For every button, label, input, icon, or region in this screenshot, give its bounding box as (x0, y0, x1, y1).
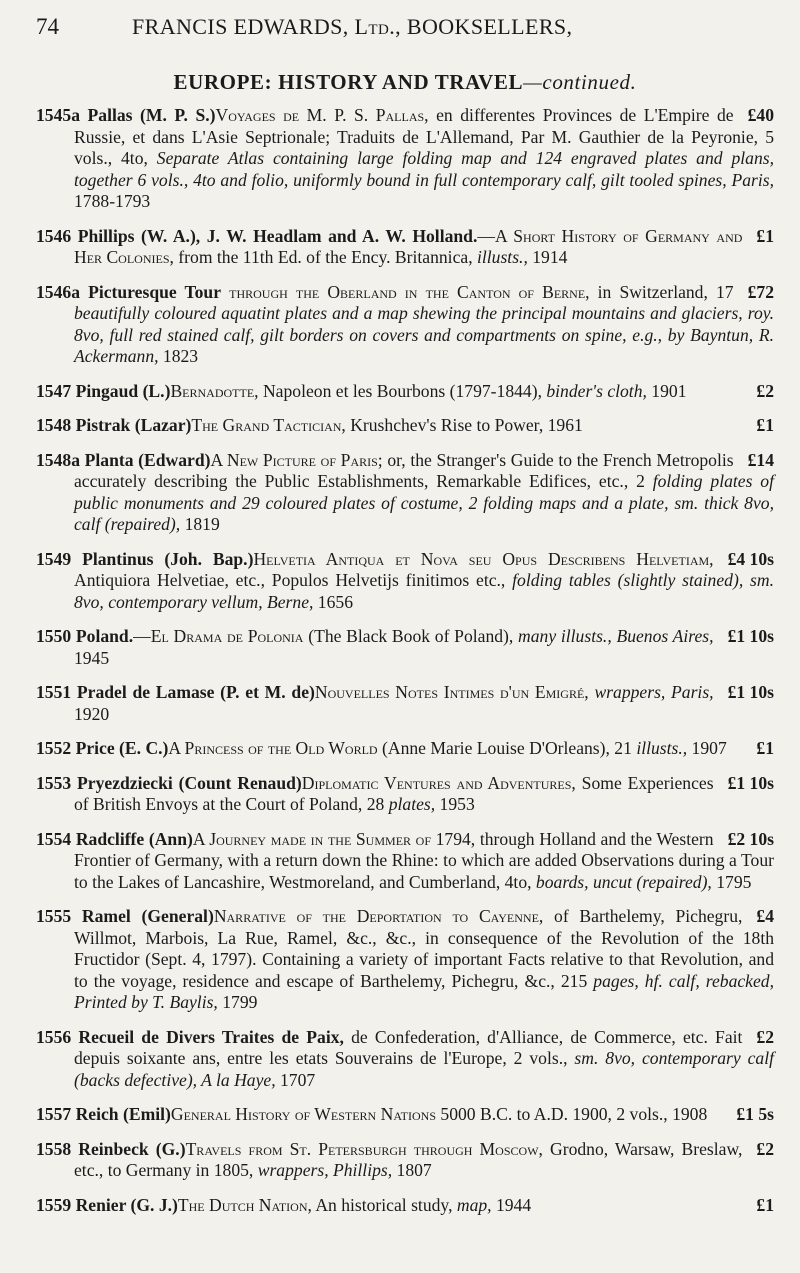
catalogue-entry (36, 105, 774, 213)
entry-author: Ramel (General) (81, 906, 214, 926)
entry-binding: Separate Atlas containing large folding map and 124 engraved plates and plans, together 6 vols., 4to and folio, uniformly bound in full contemporary calf, gilt tooled spines, Paris, (74, 148, 774, 190)
entry-date: 1901 (646, 380, 687, 401)
entry-number: 1548a (36, 449, 80, 470)
entry-binding: map, (456, 1194, 492, 1215)
entry-binding: sm. 8vo, contemporary calf (backs defective), A la Haye, (74, 1048, 774, 1090)
entry-price: £4 10s (727, 548, 774, 569)
entry-title: —A Short History of Germany and Her Colonies, (74, 225, 743, 267)
entry-binding: many illusts., Buenos Aires, (518, 626, 714, 646)
section-title-text: EUROPE: HISTORY AND TRAVEL (173, 70, 524, 94)
entry-title: Travels from St. Petersburgh through Moscow, (185, 1138, 543, 1159)
entry-number: 1545a (36, 105, 80, 125)
entry-description: Grodno, Warsaw, Breslaw, etc., to Germany in 1805, (74, 1138, 743, 1180)
page-number: 74 (36, 14, 59, 39)
entry-number: 1556 (36, 1026, 72, 1047)
entry-title: General History of Western Nations (170, 1104, 436, 1124)
entry-binding: folding plates of public monuments and 29 coloured plates of costume, 2 folding maps and a plate, sm. thick 8vo, calf (repaired), (74, 471, 774, 534)
entry-date: 1795 (711, 871, 752, 892)
entry-author: Reich (Emil) (75, 1104, 171, 1124)
catalogue-entry (36, 1104, 774, 1126)
entry-description: (Anne Marie Louise D'Orleans), 21 (377, 738, 637, 758)
entry-number: 1547 (36, 380, 72, 401)
entry-title: —El Drama de Polonia (133, 626, 304, 646)
entry-binding: wrappers, Phillips, (257, 1160, 393, 1180)
entry-title: through the Oberland in the Canton of Berne, (221, 281, 590, 302)
catalogue-entry (36, 773, 774, 816)
entry-date: 1914 (527, 247, 568, 267)
entry-title: Narrative of the Deportation to Cayenne, (213, 906, 544, 926)
entry-number: 1554 (36, 828, 72, 849)
entry-binding: plates, (388, 794, 436, 814)
entry-price: £1 10s (727, 772, 774, 793)
entry-description: Some Experiences of British Envoys at the Court of Poland, 28 (74, 772, 714, 814)
entry-title: Bernadotte, (170, 380, 259, 401)
entry-date: 1920 (74, 703, 110, 724)
entry-title: The Grand Tactician, (191, 415, 346, 435)
entry-title: A Journey made in the Summer of 1794, (192, 828, 476, 849)
catalogue-entry (36, 738, 774, 760)
entry-price: £2 (756, 1138, 774, 1159)
entry-author: Pingaud (L.) (75, 380, 171, 401)
entry-date: 1656 (313, 591, 353, 612)
entry-author: Poland. (75, 626, 134, 646)
entry-description: Napoleon et les Bourbons (1797-1844), (258, 380, 547, 401)
entry-description: of Barthelemy, Pichegru, Willmot, Marbois, La Rue, Ramel, &c., &c., in consequence of the Revolution of the 18th Fructidor (Sept. 4, 1797). Containing a variety of important Facts relative to that Revolution, and to the voyage, residence and escape of Barthelemy, Pichegru, &c., 215 (74, 906, 774, 991)
entry-price: £4 (756, 906, 774, 926)
catalogue-entry (36, 226, 774, 269)
entry-description: 5000 B.C. to A.D. 1900, 2 vols., 1908 (436, 1104, 708, 1124)
entry-number: 1551 (36, 682, 72, 702)
entry-price: £1 (756, 415, 774, 435)
entry-binding: boards, uncut (repaired), (535, 871, 712, 892)
entry-author: Pistrak (Lazar) (75, 415, 192, 435)
entry-author: Reinbeck (G.) (78, 1138, 186, 1159)
entry-title: The Dutch Nation, (177, 1194, 312, 1215)
entry-number: 1546 (36, 225, 72, 246)
entry-description: through Holland and the Western Frontier of Germany, with a return down the Rhine: to which are added Observations during a Tour to the Lakes of Lancashire, Westmoreland, and Cumberland, 4to, (74, 828, 774, 892)
entry-number: 1546a (36, 281, 80, 302)
entry-title: Nouvelles Notes Intimes d'un Emigré, (314, 682, 589, 702)
entry-author: Recueil de Divers Traites de Paix, (78, 1026, 344, 1047)
catalogue-entry (36, 682, 774, 725)
entry-description: Antiquiora Helvetiae, etc., Populos Helvetijs finitimos etc., (74, 570, 513, 590)
entry-price: £40 (747, 105, 774, 125)
entry-author: Pryezdziecki (Count Renaud) (77, 772, 302, 793)
entry-author: Radcliffe (Ann) (75, 828, 193, 849)
entry-description: (The Black Book of Poland), (303, 626, 519, 646)
catalogue-entry (36, 415, 774, 437)
entry-date: 1707 (275, 1069, 316, 1090)
entry-number: 1559 (36, 1194, 72, 1215)
catalogue-entry (36, 829, 774, 894)
entry-description: in Switzerland, 17 (589, 281, 734, 302)
entry-price: £1 (756, 225, 774, 246)
entry-date: 1799 (217, 992, 258, 1012)
entry-price: £1 10s (727, 626, 774, 646)
catalogue-entry (36, 381, 774, 403)
entry-date: 1907 (687, 738, 727, 758)
entry-binding: illusts., (636, 738, 688, 758)
catalogue-entry (36, 282, 774, 368)
entry-price: £2 (756, 380, 774, 401)
entry-binding: beautifully coloured aquatint plates and a map shewing the principal mountains and glaciers, roy. 8vo, full red stained calf, gilt borders on covers and compartments on spine, e.g., by Bayntun, R. Ackermann, (74, 303, 774, 366)
entry-date: 1807 (392, 1160, 432, 1180)
catalogue-entry (36, 906, 774, 1014)
entry-price: £1 5s (736, 1104, 774, 1124)
entry-title: A Princess of the Old World (168, 738, 378, 758)
entry-number: 1552 (36, 738, 72, 758)
entry-title: Diplomatic Ventures and Adventures, (301, 772, 576, 793)
entry-price: £1 (756, 738, 774, 758)
catalogue-entry (36, 626, 774, 669)
entry-binding: binder's cloth, (546, 380, 647, 401)
entry-description: en differentes Provinces de L'Empire de Russie, et dans L'Asie Septrionale; Traduits de L'Allemand, Par M. Gauthier de la Peyronie, 5 vols., 4to, (74, 105, 774, 168)
entry-description: de Confederation, d'Alliance, de Commerce, etc. Fait depuis soixante ans, entre les etats Souverains de l'Europe, 2 vols., (74, 1026, 743, 1068)
entry-description: or, the Stranger's Guide to the French Metropolis accurately describing the Public Establishments, Remarkable Edifices, etc., 2 (74, 449, 734, 491)
entry-binding: folding tables (slightly stained), sm. 8vo, contemporary vellum, Berne, (74, 570, 774, 612)
catalogue-entry (36, 549, 774, 614)
section-continued: —continued. (523, 70, 637, 94)
catalogue-entry (36, 1139, 774, 1182)
entry-price: £1 10s (727, 682, 774, 702)
entry-author: Picturesque Tour (88, 281, 222, 302)
entry-number: 1548 (36, 415, 72, 435)
entry-binding: pages, hf. calf, rebacked, Printed by T. Baylis, (74, 970, 774, 1012)
entry-price: £72 (747, 281, 774, 302)
entry-description: from the 11th Ed. of the Ency. Britannica, (173, 247, 477, 267)
entry-author: Renier (G. J.) (75, 1194, 178, 1215)
entry-number: 1549 (36, 548, 72, 569)
entry-author: Phillips (W. A.), J. W. Headlam and A. W. Holland. (77, 225, 478, 246)
entry-number: 1550 (36, 626, 72, 646)
catalogue-entry (36, 450, 774, 536)
entry-description: An historical study, (311, 1194, 457, 1215)
entry-price: £1 (756, 1194, 774, 1215)
entry-number: 1555 (36, 906, 72, 926)
entry-author: Plantinus (Joh. Bap.) (82, 548, 254, 569)
entry-title: Voyages de M. P. S. Pallas, (215, 105, 429, 125)
entry-author: Planta (Edward) (84, 449, 211, 470)
entry-price: £2 (756, 1026, 774, 1047)
entry-title: A New Picture of Paris; (210, 449, 383, 470)
entry-date: 1953 (435, 794, 475, 814)
entry-date: 1788-1793 (74, 191, 151, 211)
entry-binding: illusts., (477, 247, 528, 267)
page-header (36, 14, 774, 54)
entry-author: Pallas (M. P. S.) (87, 105, 216, 125)
running-head: FRANCIS EDWARDS, Ltd., BOOKSELLERS, (132, 14, 573, 39)
catalogue-entries (36, 105, 774, 1216)
entry-date: 1819 (180, 514, 220, 534)
entry-binding: wrappers, Paris, (594, 682, 714, 702)
entry-price: £2 10s (727, 828, 774, 849)
entry-date: 1945 (74, 647, 110, 668)
catalogue-entry (36, 1027, 774, 1092)
entry-number: 1553 (36, 772, 72, 793)
entry-price: £14 (747, 449, 774, 470)
entry-author: Price (E. C.) (75, 738, 169, 758)
entry-number: 1558 (36, 1138, 72, 1159)
catalogue-entry (36, 1195, 774, 1217)
entry-description: Krushchev's Rise to Power, 1961 (345, 415, 583, 435)
entry-date: 1823 (158, 346, 199, 366)
entry-date: 1944 (491, 1194, 532, 1215)
entry-title: Helvetia Antiqua et Nova seu Opus Describens Helvetiam, (253, 548, 714, 569)
entry-author: Pradel de Lamase (P. et M. de) (76, 682, 315, 702)
entry-number: 1557 (36, 1104, 72, 1124)
section-title (36, 70, 774, 95)
